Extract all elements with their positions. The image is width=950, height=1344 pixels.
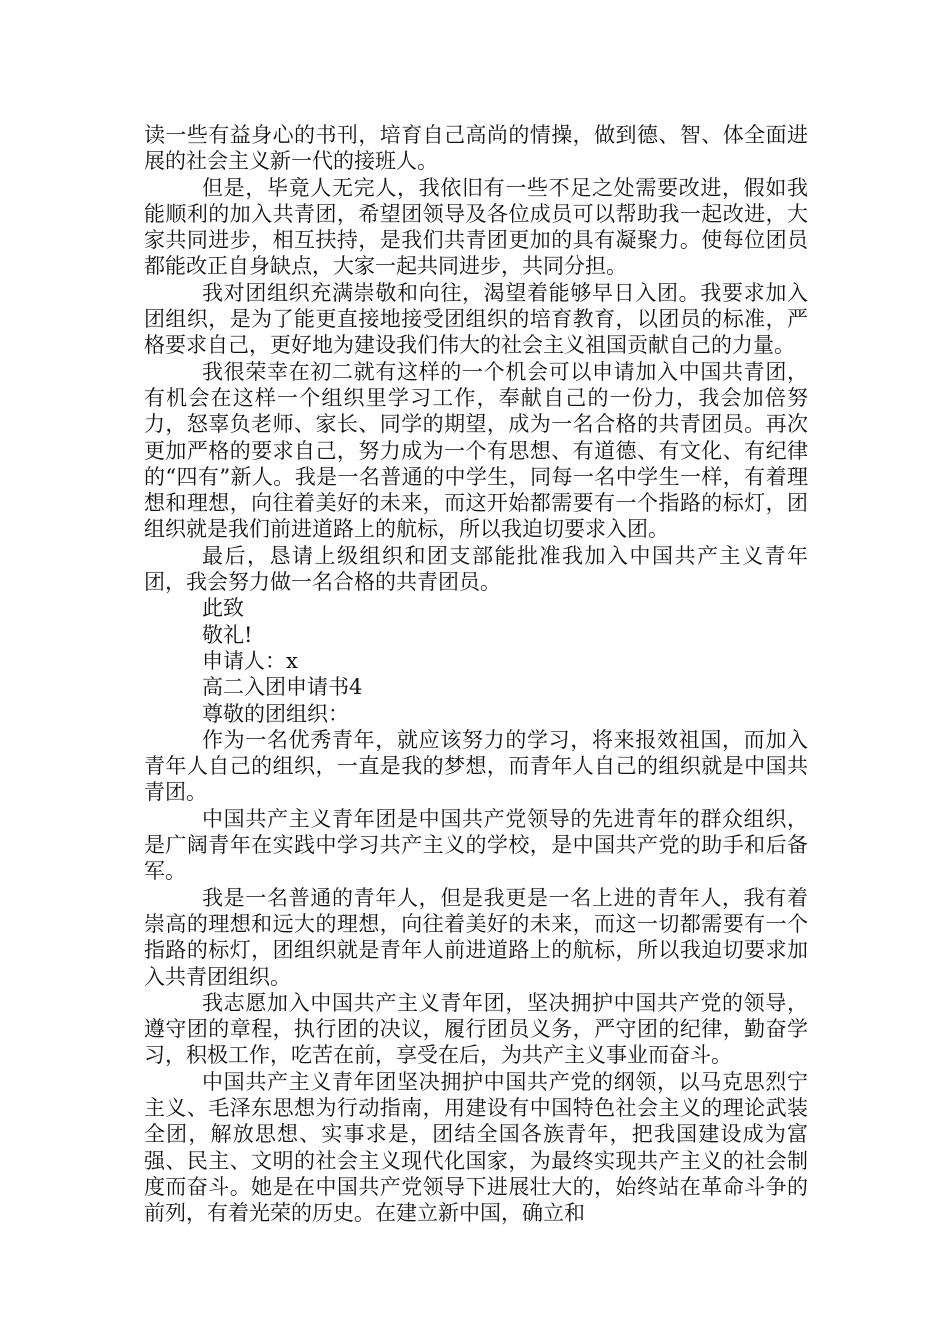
paragraph: 我是一名普通的青年人，但是我更是一名上进的青年人，我有着崇高的理想和远大的理想，向往着美好的未来，而这一切都需要有一个指路的标灯，团组织就是青年人前进道路上的航标，所以我迫切要求加入共青团组织。: [144, 885, 808, 989]
section-heading: 高二入团申请书4: [202, 675, 363, 700]
document-body: [144, 122, 808, 1226]
salutation: 尊敬的团组织：: [202, 701, 349, 726]
signature-line: 申请人：x: [202, 648, 298, 673]
paragraph: 但是，毕竟人无完人，我依旧有一些不足之处需要改进，假如我能顺利的加入共青团，希望团领导及各位成员可以帮助我一起改进，大家共同进步，相互扶持，是我们共青团更加的具有凝聚力。使每位团员都能改正自身缺点，大家一起共同进步，共同分担。: [144, 175, 808, 279]
paragraph: 中国共产主义青年团坚决拥护中国共产党的纲领，以马克思烈宁主义、毛泽东思想为行动指南，用建设有中国特色社会主义的理论武装全团，解放思想、实事求是，团结全国各族青年，把我国建设成为富强、民主、文明的社会主义现代化国家，为最终实现共产主义的社会制度而奋斗。她是在中国共产党领导下进展壮大的，始终站在革命斗争的前列，有着光荣的历史。在建立新中国，确立和: [144, 1069, 808, 1226]
closing-line: 敬礼!: [202, 622, 253, 647]
paragraph: 读一些有益身心的书刊，培育自己高尚的情操，做到德、智、体全面进展的社会主义新一代的接班人。: [144, 123, 808, 174]
paragraph: 最后，恳请上级组织和团支部能批准我加入中国共产主义青年团，我会努力做一名合格的共青团员。: [144, 543, 808, 595]
paragraph: 中国共产主义青年团是中国共产党领导的先进青年的群众组织，是广阔青年在实践中学习共产主义的学校，是中国共产党的助手和后备军。: [144, 806, 808, 884]
paragraph: 我很荣幸在初二就有这样的一个机会可以申请加入中国共青团，有机会在这样一个组织里学习工作，奉献自己的一份力，我会加倍努力，怒辜负老师、家长、同学的期望，成为一名合格的共青团员。再次更加严格的要求自己，努力成为一个有思想、有道德、有文化、有纪律的“四有”新人。我是一名普通的中学生，同每一名中学生一样，有着理想和理想，向往着美好的未来，而这开始都需要有一个指路的标灯，团组织就是我们前进道路上的航标，所以我迫切要求入团。: [144, 359, 808, 542]
paragraph: 我对团组织充满崇敬和向往，渴望着能够早日入团。我要求加入团组织，是为了能更直接地接受团组织的培育教育，以团员的标准，严格要求自己，更好地为建设我们伟大的社会主义祖国贡献自己的力量。: [144, 280, 808, 358]
paragraph: 作为一名优秀青年，就应该努力的学习，将来报效祖国，而加入青年人自己的组织，一直是我的梦想，而青年人自己的组织就是中国共青团。: [144, 727, 808, 805]
closing-line: 此致: [202, 596, 244, 621]
paragraph: 我志愿加入中国共产主义青年团，坚决拥护中国共产党的领导，遵守团的章程，执行团的决议，履行团员义务，严守团的纪律，勤奋学习，积极工作，吃苦在前，享受在后，为共产主义事业而奋斗。: [144, 990, 808, 1068]
